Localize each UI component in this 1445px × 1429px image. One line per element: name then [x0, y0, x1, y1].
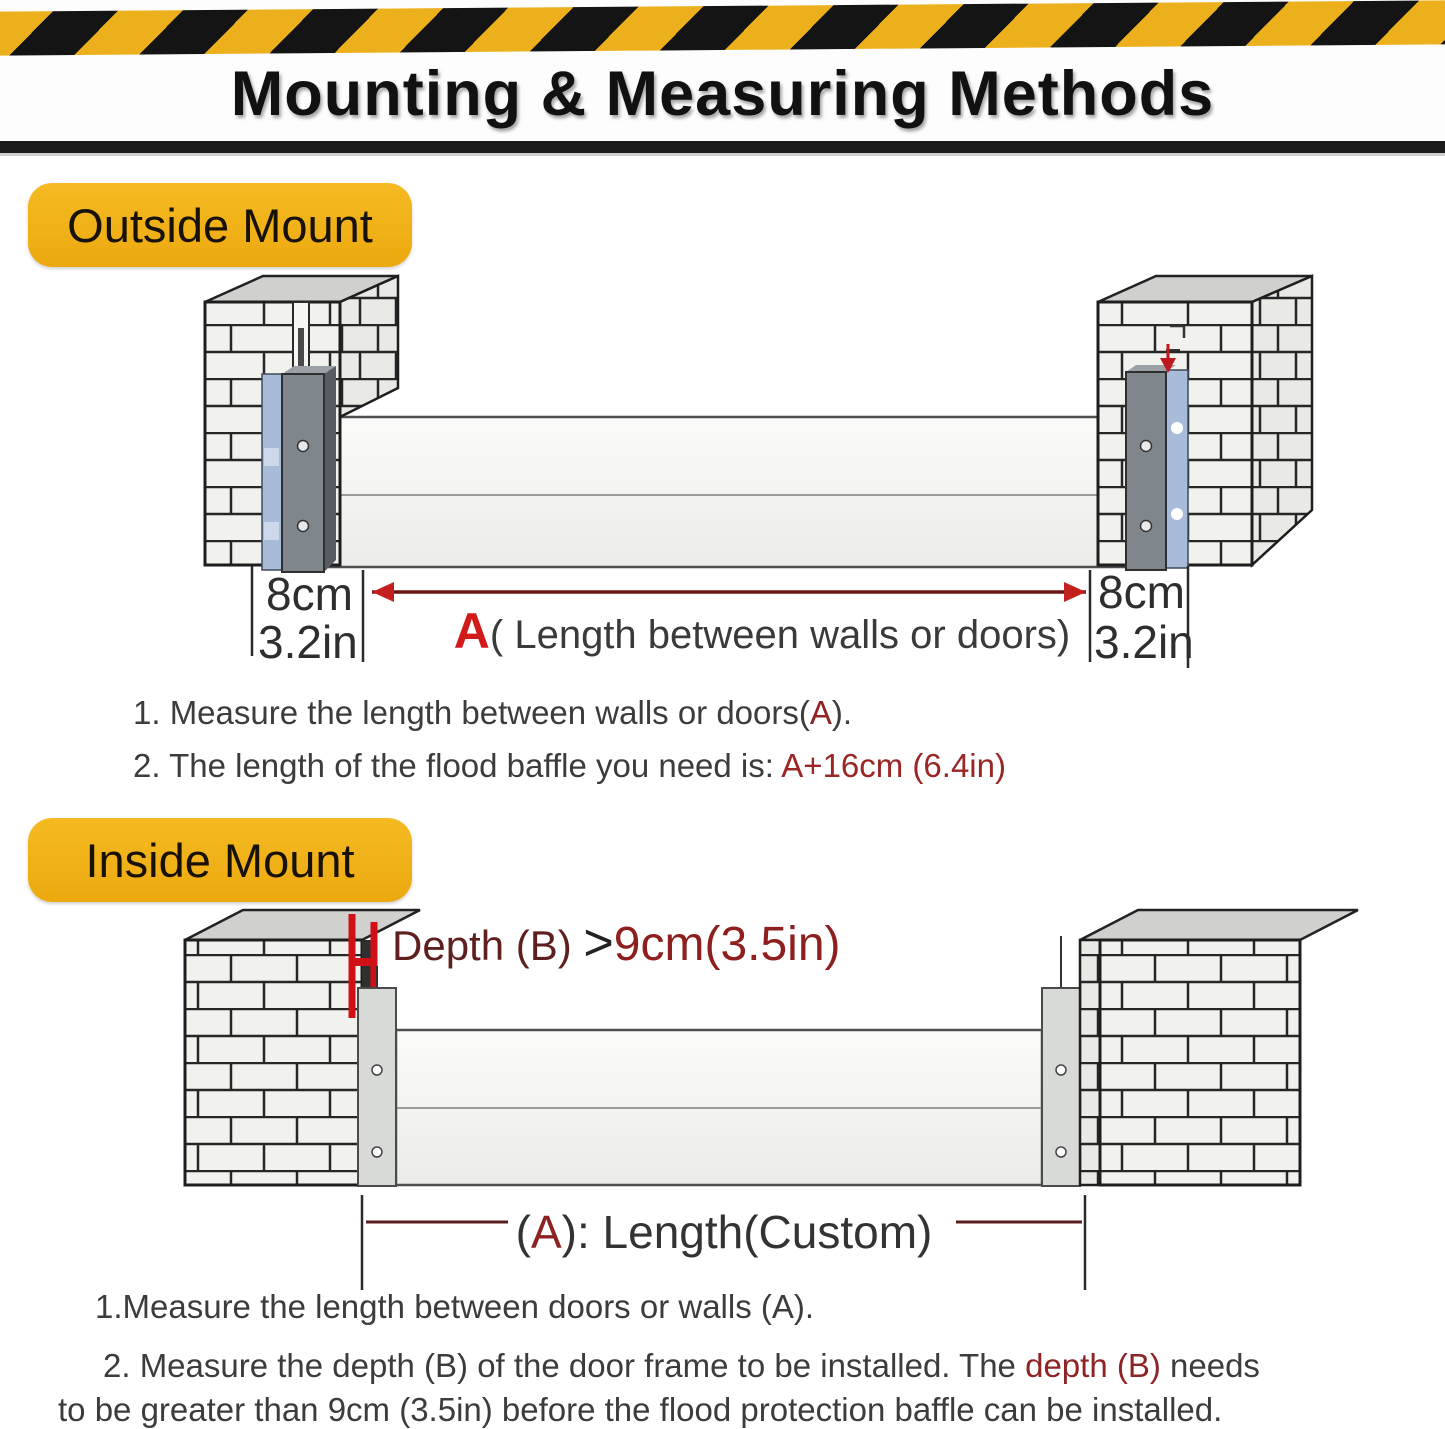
screw-hole: [372, 1065, 382, 1075]
outside-mount-diagram: [0, 270, 1445, 690]
seal-highlight: [1171, 508, 1183, 520]
hazard-banner: [0, 0, 1445, 156]
page-title: Mounting & Measuring Methods: [230, 59, 1215, 129]
seal-highlight: [1171, 422, 1183, 434]
inside-mount-label: Inside Mount: [85, 833, 355, 887]
inside-step-1: 1.Measure the length between doors or walls (A).: [95, 1288, 815, 1325]
pillar-top-face: [185, 910, 420, 940]
seal-strip: [1166, 370, 1188, 568]
outside-measurement: [252, 566, 1194, 668]
bracket-front: [1126, 372, 1166, 570]
flood-barrier-panels: [396, 1030, 1042, 1185]
right-mounting-channel: [1126, 344, 1188, 570]
screw-hole: [1056, 1147, 1066, 1157]
inside-step-2: 2. Measure the depth (B) of the door frame to be installed. The depth (B) needs: [103, 1347, 1260, 1384]
length-custom-label: (A): Length(Custom): [515, 1206, 933, 1258]
gap-left-inch: 3.2in: [258, 616, 358, 668]
banner-gray-line: [0, 153, 1445, 156]
pillar-top-face: [1080, 910, 1358, 940]
outside-mount-badge: [28, 183, 412, 267]
outside-step-1: 1. Measure the length between walls or doors(A).: [133, 694, 853, 731]
inside-mount-diagram: [0, 900, 1445, 1300]
seal-highlight: [264, 522, 279, 540]
seal-strip: [262, 374, 282, 570]
pillar-front-face: [1100, 940, 1300, 1185]
pillar-side-face: [1080, 940, 1100, 1185]
outside-mount-steps: [133, 694, 1333, 785]
gap-left-cm: 8cm: [266, 568, 353, 620]
pillar-side-face: [1252, 276, 1312, 565]
pillar-side-face: [340, 276, 398, 417]
bracket-shade: [324, 366, 336, 572]
flood-barrier-panels: [324, 417, 1130, 567]
gap-right-cm: 8cm: [1098, 566, 1185, 618]
inside-measurement: [362, 1195, 1085, 1290]
arrow-head-left-icon: [372, 582, 394, 602]
banner-black-bar: [0, 141, 1445, 153]
length-a-label: A( Length between walls or doors): [453, 603, 1071, 659]
gap-right-inch: 3.2in: [1094, 616, 1194, 668]
bracket-front: [282, 374, 324, 572]
outside-mount-label: Outside Mount: [67, 198, 373, 252]
screw-hole: [372, 1147, 382, 1157]
left-mounting-channel: [262, 366, 336, 572]
depth-label: Depth (B) >9cm(3.5in): [392, 914, 841, 972]
inside-step-2-cont: to be greater than 9cm (3.5in) before the flood protection baffle can be installed.: [58, 1391, 1223, 1428]
inside-mount-badge: [28, 818, 412, 902]
left-mounting-channel: [358, 966, 396, 1186]
screw-hole: [298, 521, 309, 532]
barrier-panel: [324, 417, 1130, 567]
seal-highlight: [264, 448, 279, 466]
outside-step-2: 2. The length of the flood baffle you need is: A+16cm (6.4in): [133, 747, 1006, 784]
pillar-front-face: [185, 940, 362, 1185]
inside-mount-steps: [0, 1288, 1420, 1429]
screw-hole: [1056, 1065, 1066, 1075]
screw-hole: [298, 441, 309, 452]
right-mounting-channel: [1042, 936, 1080, 1186]
right-brick-pillar: [1080, 910, 1358, 1185]
arrow-head-right-icon: [1064, 582, 1086, 602]
screw-hole: [1141, 521, 1152, 532]
screw-hole: [1141, 441, 1152, 452]
